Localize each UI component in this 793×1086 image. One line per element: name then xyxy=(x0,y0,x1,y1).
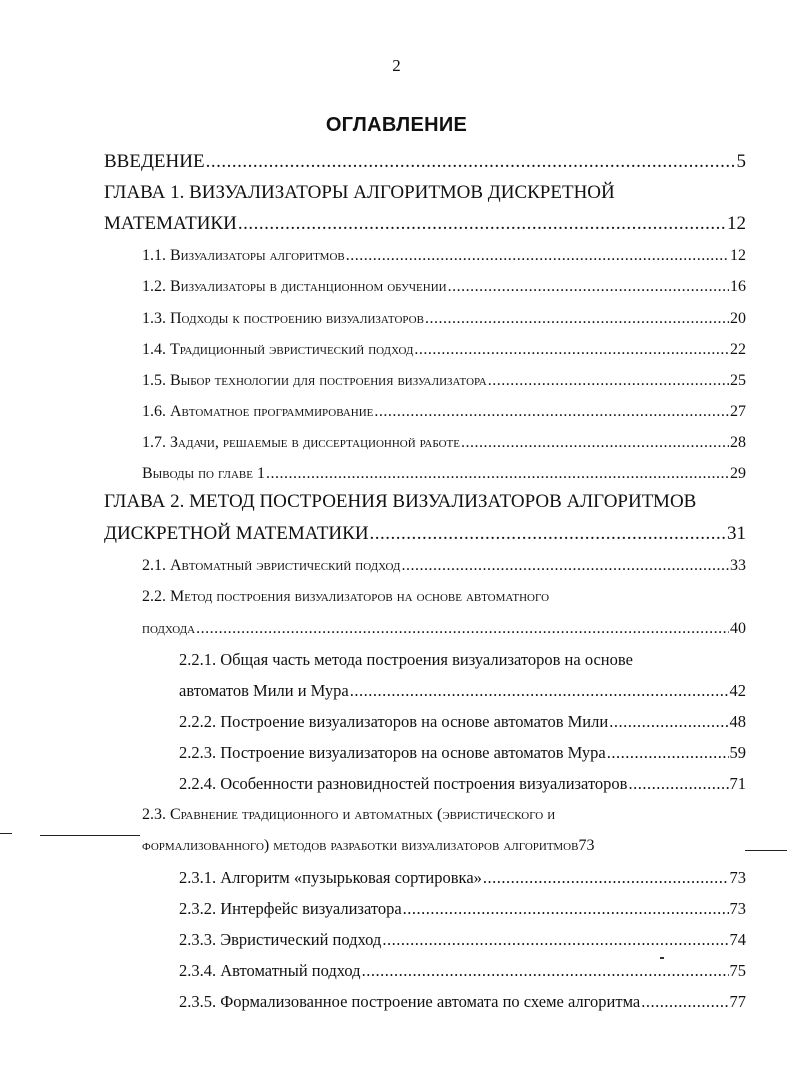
toc-entry-text: 1.5. Выбор технологии для построения визуализатора xyxy=(142,372,487,389)
toc-entry-page: 12 xyxy=(727,213,746,234)
dot-leader xyxy=(414,338,729,362)
toc-entry xyxy=(142,244,746,268)
toc-entry-text: 1.6. Автоматное программирование xyxy=(142,403,374,420)
toc-entry-text: 2.2.3. Построение визуализаторов на основе автоматов Мура xyxy=(179,743,606,762)
dot-leader xyxy=(362,959,729,983)
toc-entry xyxy=(142,834,750,858)
toc-entry-text: ВВЕДЕНИЕ xyxy=(104,151,205,172)
dot-leader xyxy=(401,554,729,578)
toc-entry xyxy=(142,431,746,455)
toc-entry xyxy=(179,741,746,765)
dot-leader xyxy=(346,244,729,268)
toc-entry-text: 2.3.3. Эвристический подход xyxy=(179,930,382,949)
dot-leader xyxy=(483,866,729,890)
toc-entry-text: ГЛАВА 1. ВИЗУАЛИЗАТОРЫ АЛГОРИТМОВ ДИСКРЕТНОЙ xyxy=(104,182,615,203)
scan-artifact xyxy=(0,833,12,834)
toc-entry-text: 2.2.2. Построение визуализаторов на основе автоматов Мили xyxy=(179,712,609,731)
toc-entry-text: 2.2. Метод построения визуализаторов на основе автоматного xyxy=(142,588,550,605)
toc-entry-page: 28 xyxy=(730,434,746,451)
toc-entry-text: МАТЕМАТИКИ xyxy=(104,213,237,234)
dot-leader xyxy=(628,772,728,796)
toc-entry-page: 73 xyxy=(578,837,595,854)
toc-title: ОГЛАВЛЕНИЕ xyxy=(325,114,468,136)
toc-entry-text: Выводы по главе 1 xyxy=(142,465,265,482)
toc-entry-text: автоматов Мили и Мура xyxy=(179,681,349,700)
toc-entry-page: 12 xyxy=(730,247,746,264)
dot-leader xyxy=(641,990,728,1014)
toc-entry-text: 2.2.4. Особенности разновидностей построения визуализаторов xyxy=(179,774,628,793)
toc-entry xyxy=(104,181,754,205)
toc-entry xyxy=(179,897,746,921)
toc-entry-text: 2.1. Автоматный эвристический подход xyxy=(142,557,401,574)
toc-entry-page: 25 xyxy=(730,372,746,389)
toc-entry-page: 29 xyxy=(730,465,746,482)
scan-artifact xyxy=(660,957,664,959)
toc-entry-text: формализованного) методов разработки визуализаторов алгоритмов xyxy=(142,837,579,854)
toc-entry-page: 71 xyxy=(729,774,746,793)
dot-leader xyxy=(370,522,726,546)
toc-entry-text: 2.3.1. Алгоритм «пузырьковая сортировка» xyxy=(179,868,482,887)
toc-entry xyxy=(142,554,746,578)
toc-entry-text: 1.2. Визуализаторы в дистанционном обучении xyxy=(142,278,447,295)
toc-entry-page: 22 xyxy=(730,341,746,358)
dot-leader xyxy=(196,617,729,641)
toc-entry xyxy=(179,772,746,796)
toc-entry xyxy=(179,710,746,734)
toc-entry-text: 2.3.4. Автоматный подход xyxy=(179,961,361,980)
dot-leader xyxy=(607,741,729,765)
dot-leader xyxy=(403,897,729,921)
toc-entry-page: 48 xyxy=(729,712,746,731)
dot-leader xyxy=(374,400,729,424)
toc-entry-text: 1.7. Задачи, решаемые в диссертационной работе xyxy=(142,434,460,451)
dot-leader xyxy=(350,679,729,703)
toc-entry xyxy=(142,803,752,827)
toc-entry xyxy=(142,307,746,331)
toc-entry-page: 42 xyxy=(729,681,746,700)
toc-entry-page: 5 xyxy=(736,151,746,172)
toc-entry xyxy=(104,490,754,514)
toc-entry xyxy=(104,212,746,236)
toc-entry xyxy=(179,679,746,703)
toc-entry xyxy=(179,990,746,1014)
toc-entry-text: ГЛАВА 2. МЕТОД ПОСТРОЕНИЯ ВИЗУАЛИЗАТОРОВ АЛГОРИТМОВ xyxy=(104,491,697,512)
toc-entry-page: 75 xyxy=(729,961,746,980)
toc-entry-text: 2.3. Сравнение традиционного и автоматных (эвристического и xyxy=(142,806,556,823)
toc-entry xyxy=(179,648,749,672)
toc-entry-page: 74 xyxy=(729,930,746,949)
dot-leader xyxy=(425,307,729,331)
dot-leader xyxy=(609,710,728,734)
toc-entry xyxy=(179,928,746,952)
toc-entry xyxy=(142,338,746,362)
toc-entry-page: 59 xyxy=(729,743,746,762)
toc-entry-text: 1.1. Визуализаторы алгоритмов xyxy=(142,247,345,264)
dot-leader xyxy=(238,212,726,236)
dot-leader xyxy=(382,928,728,952)
toc-entry-text: 2.3.2. Интерфейс визуализатора xyxy=(179,899,402,918)
toc-entry xyxy=(179,866,746,890)
dot-leader xyxy=(448,275,729,299)
toc-entry-text: подхода xyxy=(142,620,196,637)
toc-entry-page: 16 xyxy=(730,278,746,295)
toc-entry-text: 1.3. Подходы к построению визуализаторов xyxy=(142,310,424,327)
toc-entry-text: ДИСКРЕТНОЙ МАТЕМАТИКИ xyxy=(104,523,369,544)
toc-entry-page: 77 xyxy=(729,992,746,1011)
toc-entry-page: 73 xyxy=(729,868,746,887)
dot-leader xyxy=(488,369,729,393)
toc-entry-page: 20 xyxy=(730,310,746,327)
toc-entry-text: 2.2.1. Общая часть метода построения визуализаторов на основе xyxy=(179,650,633,669)
toc-entry-text: 1.4. Традиционный эвристический подход xyxy=(142,341,414,358)
toc-entry xyxy=(142,585,752,609)
toc-entry xyxy=(142,369,746,393)
toc-entry xyxy=(179,959,746,983)
toc-entry-page: 31 xyxy=(727,523,746,544)
toc-entry-page: 27 xyxy=(730,403,746,420)
scan-artifact xyxy=(745,850,787,851)
toc-entry xyxy=(142,462,746,486)
dot-leader xyxy=(266,462,729,486)
toc-entry xyxy=(142,275,746,299)
toc-entry xyxy=(142,400,746,424)
toc-entry-text: 2.3.5. Формализованное построение автомата по схеме алгоритма xyxy=(179,992,641,1011)
scan-artifact xyxy=(40,835,140,836)
toc-entry-page: 40 xyxy=(730,620,746,637)
dot-leader xyxy=(206,150,736,174)
toc-entry xyxy=(104,150,746,174)
page-number: 2 xyxy=(392,56,401,75)
toc-entry-page: 73 xyxy=(729,899,746,918)
toc-entry xyxy=(104,522,746,546)
toc-entry xyxy=(142,617,746,641)
toc-entry-page: 33 xyxy=(730,557,746,574)
dot-leader xyxy=(461,431,729,455)
